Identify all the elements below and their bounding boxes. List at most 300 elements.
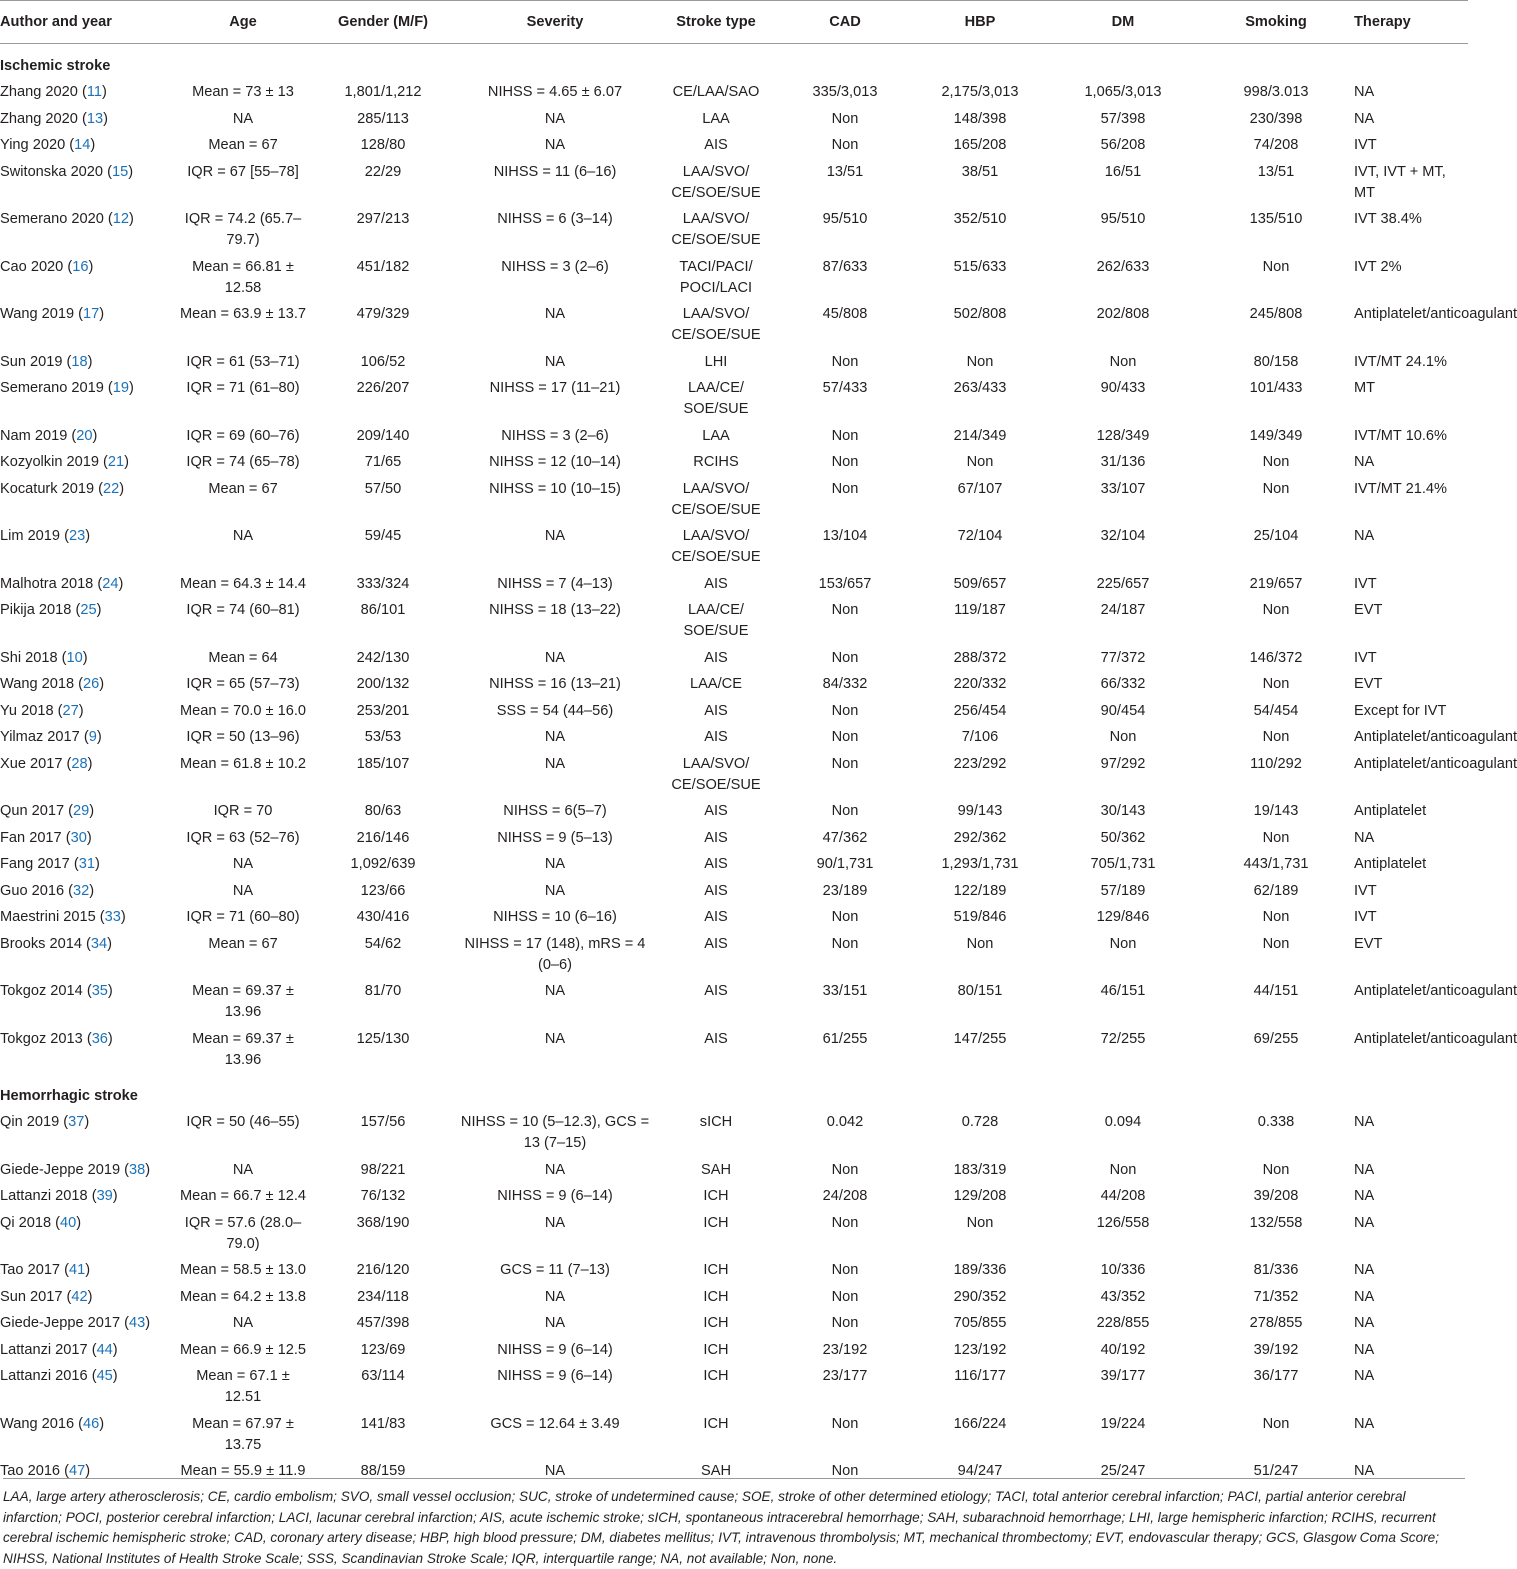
cell-severity: NIHSS = 6(5–7) — [503, 803, 607, 819]
table-row — [0, 572, 1468, 599]
cell-dm: 705/1,731 — [1090, 856, 1156, 872]
cell-smoking: 54/454 — [1253, 702, 1299, 719]
reference-link[interactable]: 42 — [71, 1288, 88, 1305]
reference-link[interactable]: 24 — [102, 575, 119, 592]
cell-dm: 129/846 — [1096, 909, 1150, 925]
ref-open-paren: ( — [63, 258, 73, 275]
cell-cad: 90/1,731 — [816, 856, 874, 872]
table-row — [0, 450, 1468, 477]
cell-stroke-type: LAA/CE/ SOE/SUE — [683, 602, 749, 639]
cell-smoking: 998/3.013 — [1243, 84, 1309, 100]
cell-severity: NIHSS = 12 (10–14) — [489, 454, 621, 470]
cell-smoking: Non — [1262, 676, 1290, 692]
cell-therapy: Antiplatelet/anticoagulant — [1354, 755, 1517, 772]
cell-dm: 30/143 — [1100, 803, 1146, 819]
reference-link[interactable]: 43 — [129, 1315, 146, 1331]
author-year: Qi 2018 — [0, 1214, 52, 1231]
cell-gender: 430/416 — [356, 909, 410, 925]
cell-author — [0, 376, 176, 424]
cell-stroke-type: LAA/SVO/ CE/SOE/SUE — [671, 755, 761, 793]
cell-stroke-type: ICH — [703, 1188, 729, 1204]
reference-link[interactable]: 39 — [96, 1188, 113, 1204]
cell-smoking: 39/192 — [1253, 1341, 1299, 1358]
cell-dm: 10/336 — [1100, 1262, 1146, 1278]
cell-therapy: Antiplatelet — [1354, 803, 1427, 819]
cell-smoking: 39/208 — [1253, 1188, 1299, 1204]
cell-dm: 16/51 — [1104, 163, 1142, 180]
ref-open-paren: ( — [71, 602, 81, 618]
cell-cad: Non — [831, 137, 859, 153]
cell-severity: NA — [544, 1315, 566, 1331]
reference-link[interactable]: 31 — [78, 856, 95, 872]
ref-open-paren: ( — [103, 211, 113, 227]
cell-author — [0, 1211, 176, 1259]
cell-therapy: NA — [1354, 1463, 1375, 1479]
cell-author — [0, 905, 176, 932]
author-year: Wang 2019 — [0, 306, 75, 322]
cell-cad: Non — [831, 427, 859, 444]
cell-smoking: 149/349 — [1249, 427, 1303, 444]
ref-close-paren: ) — [103, 110, 108, 127]
cell-cad: Non — [831, 803, 859, 819]
ref-open-paren: ( — [120, 1315, 130, 1331]
cell-gender: 479/329 — [356, 306, 410, 322]
author-year: Pikija 2018 — [0, 602, 72, 618]
author-year: Maestrini 2015 — [0, 909, 96, 925]
cell-stroke-type: CE/LAA/SAO — [672, 84, 760, 100]
cell-dm: 44/208 — [1100, 1188, 1146, 1204]
reference-link[interactable]: 23 — [68, 528, 86, 544]
cell-cad: Non — [831, 935, 859, 952]
reference-link[interactable]: 40 — [60, 1214, 77, 1231]
cell-dm: 126/558 — [1096, 1214, 1150, 1231]
table-row — [0, 799, 1468, 826]
table-row — [0, 524, 1468, 572]
ref-open-paren: ( — [60, 528, 69, 544]
cell-therapy: NA — [1354, 1161, 1375, 1178]
ref-close-paren: ) — [94, 856, 100, 872]
ref-close-paren: ) — [101, 84, 107, 100]
ref-close-paren: ) — [92, 427, 98, 444]
author-year: Shi 2018 — [0, 649, 58, 666]
cell-gender: 157/56 — [360, 1114, 406, 1130]
reference-link[interactable]: 21 — [107, 454, 125, 470]
cell-severity: NA — [544, 649, 566, 666]
cell-gender: 226/207 — [356, 380, 410, 396]
cell-dm: 50/362 — [1100, 829, 1146, 846]
table-row — [0, 133, 1468, 160]
author-year: Xue 2017 — [0, 755, 63, 772]
cell-severity: NIHSS = 17 (148), mRS = 4 (0–6) — [464, 935, 646, 973]
author-year: Sun 2017 — [0, 1288, 63, 1305]
cell-hbp: 80/151 — [957, 983, 1003, 999]
reference-link[interactable]: 38 — [129, 1161, 146, 1178]
cell-smoking: 146/372 — [1249, 649, 1303, 666]
cell-hbp: 0.728 — [961, 1114, 999, 1130]
ref-open-paren: ( — [62, 353, 72, 370]
cell-age: Mean = 58.5 ± 13.0 — [179, 1262, 307, 1278]
reference-link[interactable]: 22 — [103, 480, 120, 497]
reference-link[interactable]: 27 — [62, 702, 79, 719]
cell-cad: 87/633 — [822, 258, 868, 275]
cell-cad: 57/433 — [822, 380, 868, 396]
cell-therapy: Antiplatelet/anticoagulant — [1354, 1030, 1517, 1047]
cell-cad: 24/208 — [822, 1188, 868, 1204]
cell-dm: 90/433 — [1100, 380, 1146, 396]
reference-link[interactable]: 26 — [83, 676, 100, 692]
cell-hbp: 1,293/1,731 — [941, 856, 1019, 872]
cell-age: Mean = 66.7 ± 12.4 — [179, 1188, 307, 1204]
cell-smoking: 101/433 — [1249, 380, 1303, 396]
cell-smoking: Non — [1262, 909, 1290, 925]
cell-age: Mean = 69.37 ± 13.96 — [192, 1030, 294, 1068]
reference-link[interactable]: 47 — [68, 1463, 86, 1479]
author-year: Semerano 2020 — [0, 211, 104, 227]
cell-severity: NIHSS = 9 (5–13) — [497, 829, 613, 846]
reference-link[interactable]: 29 — [73, 803, 90, 819]
reference-link[interactable]: 12 — [112, 211, 130, 227]
reference-link[interactable]: 34 — [90, 935, 108, 952]
ref-close-paren: ) — [145, 1161, 151, 1178]
ref-open-paren: ( — [87, 1368, 97, 1384]
cell-smoking: Non — [1262, 729, 1290, 745]
cell-gender: 333/324 — [356, 575, 410, 592]
cell-therapy: EVT — [1354, 676, 1383, 692]
ref-open-paren: ( — [93, 575, 103, 592]
cell-smoking: Non — [1262, 454, 1290, 470]
cell-severity: NIHSS = 11 (6–16) — [493, 163, 617, 180]
reference-link[interactable]: 41 — [68, 1262, 86, 1278]
header-author: Author and year — [0, 1, 176, 44]
cell-author — [0, 524, 176, 572]
cell-dm: 228/855 — [1096, 1315, 1150, 1331]
cell-therapy: NA — [1354, 1114, 1375, 1130]
cell-therapy: IVT — [1354, 882, 1377, 899]
ref-open-paren: ( — [57, 649, 67, 666]
cell-smoking: 71/352 — [1253, 1288, 1299, 1305]
header-stroke-type: Stroke type — [654, 1, 778, 44]
author-year: Nam 2019 — [0, 427, 68, 444]
cell-age: Mean = 70.0 ± 16.0 — [179, 702, 307, 719]
author-year: Giede-Jeppe 2019 — [0, 1161, 121, 1178]
ref-close-paren: ) — [129, 211, 134, 227]
cell-smoking: 25/104 — [1253, 528, 1299, 544]
cell-gender: 1,092/639 — [350, 856, 416, 872]
cell-dm: Non — [1109, 729, 1137, 745]
table-row — [0, 725, 1468, 752]
cell-gender: 128/80 — [360, 137, 406, 153]
ref-open-paren: ( — [95, 909, 105, 925]
cell-gender: 457/398 — [356, 1315, 410, 1331]
cell-therapy: IVT — [1354, 575, 1377, 592]
cell-hbp: 509/657 — [953, 575, 1007, 592]
cell-therapy: IVT/MT 10.6% — [1354, 427, 1447, 444]
cell-therapy: EVT — [1354, 602, 1383, 618]
cell-severity: NA — [544, 983, 566, 999]
table-row — [0, 598, 1468, 646]
cell-hbp: 166/224 — [953, 1415, 1007, 1432]
cell-severity: NIHSS = 10 (10–15) — [489, 480, 621, 497]
cell-smoking: Non — [1262, 1161, 1290, 1178]
cell-dm: 77/372 — [1100, 649, 1146, 666]
table-footnote: LAA, large artery atherosclerosis; CE, cardio embolism; SVO, small vessel occlusion; SUC, stroke of undetermined cause; SOE, stroke of other determined etiology; TACI, total anterior cerebral infarction; PACI, partial anterior cerebral infarction; POCI, posterior cerebral infarction; LACI, lacunar cerebral infarction; AIS, acute ischemic stroke; sICH, spontaneous intracerebral hemorrhage; SAH, subarachnoid hemorrhage; LHI, large hemispheric infarction; RCIHS, recurrent cerebral ischemic hemispheric stroke; CAD, coronary artery disease; HBP, high blood pressure; DM, diabetes mellitus; IVT, intravenous thrombolysis; MT, mechanical thrombectomy; EVT, endovascular therapy; GCS, Glasgow Coma Score; NIHSS, National Institutes of Health Stroke Scale; SSS, Scandinavian Stroke Scale; IQR, interquartile range; NA, not available; Non, none. — [3, 1478, 1465, 1569]
table-row — [0, 879, 1468, 906]
cell-severity: GCS = 11 (7–13) — [500, 1262, 610, 1278]
reference-link[interactable]: 11 — [86, 84, 102, 100]
cell-dm: 72/255 — [1100, 1030, 1146, 1047]
cell-age: IQR = 74 (65–78) — [186, 454, 300, 470]
cell-dm: 0.094 — [1104, 1114, 1142, 1130]
ref-open-paren: ( — [103, 380, 113, 396]
ref-close-paren: ) — [120, 909, 126, 925]
reference-link[interactable]: 25 — [80, 602, 97, 618]
cell-smoking: 245/808 — [1249, 306, 1303, 322]
author-year: Yu 2018 — [0, 702, 54, 719]
cell-hbp: Non — [966, 454, 994, 470]
cell-severity: NA — [544, 353, 566, 370]
ref-close-paren: ) — [87, 1288, 93, 1305]
ref-close-paren: ) — [88, 258, 94, 275]
author-year: Malhotra 2018 — [0, 575, 94, 592]
cell-smoking: Non — [1262, 602, 1290, 618]
author-year: Ying 2020 — [0, 137, 66, 153]
cell-age: Mean = 64 — [208, 649, 278, 666]
reference-link[interactable]: 28 — [71, 755, 88, 772]
cell-cad: Non — [831, 1161, 859, 1178]
cell-cad: 23/192 — [822, 1341, 868, 1358]
reference-link[interactable]: 16 — [72, 258, 89, 275]
reference-link[interactable]: 9 — [88, 729, 97, 745]
cell-cad: Non — [831, 702, 859, 719]
cell-hbp: 38/51 — [961, 163, 999, 180]
cell-author — [0, 699, 176, 726]
header-therapy: Therapy — [1354, 1, 1468, 44]
author-year: Qun 2017 — [0, 803, 65, 819]
cell-stroke-type: AIS — [704, 829, 728, 846]
cell-dm: 90/454 — [1100, 702, 1146, 719]
author-year: Tao 2016 — [0, 1463, 61, 1479]
cell-age: NA — [232, 1315, 254, 1331]
table-row — [0, 1110, 1468, 1158]
table-row — [0, 752, 1468, 800]
author-year: Lattanzi 2018 — [0, 1188, 88, 1204]
cell-cad: Non — [831, 480, 859, 497]
cell-therapy: EVT — [1354, 935, 1383, 952]
cell-severity: NIHSS = 4.65 ± 6.07 — [487, 84, 623, 100]
cell-gender: 125/130 — [356, 1030, 410, 1047]
cell-dm: 24/187 — [1100, 602, 1146, 618]
cell-age: IQR = 67 [55–78] — [187, 163, 299, 180]
ref-open-paren: ( — [67, 427, 77, 444]
cell-hbp: Non — [966, 353, 994, 370]
cell-smoking: 62/189 — [1253, 882, 1299, 899]
cell-hbp: 220/332 — [953, 676, 1007, 692]
cell-dm: 57/189 — [1100, 882, 1146, 899]
cell-cad: 153/657 — [818, 575, 872, 592]
ref-open-paren: ( — [77, 110, 87, 127]
reference-link[interactable]: 45 — [96, 1368, 113, 1384]
table-row — [0, 1027, 1468, 1075]
cell-gender: 1,801/1,212 — [344, 84, 422, 100]
cell-stroke-type: LAA — [702, 110, 730, 127]
cell-gender: 80/63 — [364, 803, 402, 819]
cell-stroke-type: SAH — [700, 1463, 731, 1479]
reference-link[interactable]: 36 — [91, 1030, 108, 1047]
table-row — [0, 852, 1468, 879]
reference-link[interactable]: 18 — [71, 353, 88, 370]
cell-therapy: NA — [1354, 1214, 1375, 1231]
cell-age: IQR = 69 (60–76) — [186, 427, 300, 444]
cell-cad: Non — [831, 1214, 859, 1231]
cell-cad: 45/808 — [822, 306, 868, 322]
cell-therapy: NA — [1354, 1262, 1375, 1278]
ref-close-paren: ) — [78, 702, 84, 719]
header-smoking: Smoking — [1198, 1, 1354, 44]
cell-hbp: 116/177 — [954, 1368, 1006, 1384]
cell-stroke-type: ICH — [703, 1415, 729, 1432]
cell-cad: 61/255 — [822, 1030, 868, 1047]
section-title: Ischemic stroke — [0, 58, 111, 74]
cell-severity: GCS = 12.64 ± 3.49 — [490, 1415, 620, 1432]
reference-link[interactable]: 46 — [83, 1415, 100, 1432]
cell-therapy: NA — [1354, 1315, 1375, 1331]
cell-smoking: 278/855 — [1249, 1315, 1303, 1331]
author-year: Fang 2017 — [0, 856, 70, 872]
cell-hbp: 129/208 — [953, 1188, 1007, 1204]
cell-dm: 202/808 — [1096, 306, 1150, 322]
cell-hbp: Non — [966, 1214, 994, 1231]
reference-link[interactable]: 44 — [96, 1341, 113, 1358]
reference-link[interactable]: 17 — [83, 306, 100, 322]
reference-link[interactable]: 14 — [74, 137, 91, 153]
ref-close-paren: ) — [96, 602, 102, 618]
ref-close-paren: ) — [82, 649, 88, 666]
cell-author — [0, 1258, 176, 1285]
reference-link[interactable]: 32 — [73, 882, 90, 899]
table-row — [0, 826, 1468, 853]
cell-hbp: 94/247 — [957, 1463, 1003, 1479]
cell-stroke-type: AIS — [704, 702, 728, 719]
cell-gender: 123/69 — [360, 1341, 406, 1358]
cell-therapy: IVT 38.4% — [1354, 211, 1422, 227]
cell-age: NA — [232, 110, 254, 127]
cell-smoking: Non — [1262, 935, 1290, 952]
header-severity: Severity — [456, 1, 654, 44]
cell-therapy: NA — [1354, 1368, 1375, 1384]
cell-therapy: NA — [1354, 1415, 1375, 1432]
cell-hbp: 123/192 — [953, 1341, 1007, 1358]
cell-cad: 0.042 — [826, 1114, 864, 1130]
author-year: Tokgoz 2013 — [0, 1030, 83, 1047]
reference-link[interactable]: 37 — [68, 1114, 85, 1130]
cell-age: IQR = 74 (60–81) — [186, 602, 300, 618]
cell-hbp: 7/106 — [961, 729, 999, 745]
cell-severity: NA — [544, 755, 566, 772]
author-year: Tao 2017 — [0, 1262, 61, 1278]
cell-dm: Non — [1109, 935, 1137, 952]
table-row — [0, 1258, 1468, 1285]
section-title: Hemorrhagic stroke — [0, 1088, 138, 1104]
ref-close-paren: ) — [85, 1463, 91, 1479]
cell-author — [0, 725, 176, 752]
cell-smoking: 80/158 — [1253, 353, 1299, 370]
cell-age: IQR = 74.2 (65.7–79.7) — [184, 211, 302, 248]
cell-gender: 88/159 — [360, 1463, 406, 1479]
table-row — [0, 1158, 1468, 1185]
cell-cad: 13/51 — [826, 163, 864, 180]
reference-link[interactable]: 15 — [111, 163, 129, 180]
ref-close-paren: ) — [128, 163, 134, 180]
ref-close-paren: ) — [107, 1030, 113, 1047]
section-header-row — [0, 1074, 1468, 1110]
ref-close-paren: ) — [86, 829, 92, 846]
cell-stroke-type: AIS — [704, 575, 728, 592]
cell-hbp: 292/362 — [953, 829, 1007, 846]
reference-link[interactable]: 19 — [112, 380, 130, 396]
cell-dm: 25/247 — [1100, 1463, 1146, 1479]
reference-link[interactable]: 10 — [66, 649, 83, 666]
cell-severity: NIHSS = 7 (4–13) — [497, 575, 613, 592]
cell-therapy: IVT/MT 24.1% — [1354, 353, 1447, 370]
ref-open-paren: ( — [74, 306, 84, 322]
cell-therapy: Except for IVT — [1354, 702, 1447, 719]
cell-stroke-type: AIS — [704, 882, 728, 899]
ref-close-paren: ) — [124, 454, 130, 470]
cell-therapy: IVT 2% — [1354, 258, 1402, 275]
reference-link[interactable]: 33 — [104, 909, 121, 925]
cell-severity: SSS = 54 (44–56) — [496, 702, 614, 719]
cell-cad: Non — [831, 454, 859, 470]
cell-severity: NIHSS = 6 (3–14) — [497, 211, 613, 227]
cell-author — [0, 1338, 176, 1365]
cell-dm: 32/104 — [1100, 528, 1146, 544]
cell-author — [0, 255, 176, 303]
cell-age: Mean = 67 — [208, 137, 278, 153]
ref-close-paren: ) — [107, 983, 113, 999]
cell-dm: 225/657 — [1096, 575, 1150, 592]
author-year: Switonska 2020 — [0, 163, 104, 180]
cell-hbp: 72/104 — [957, 528, 1003, 544]
cell-stroke-type: LAA/CE — [690, 676, 742, 692]
cell-hbp: 263/433 — [953, 380, 1007, 396]
cell-cad: Non — [831, 1463, 859, 1479]
cell-age: Mean = 55.9 ± 11.9 — [180, 1463, 306, 1479]
table-row — [0, 255, 1468, 303]
cell-age: NA — [232, 528, 254, 544]
cell-gender: 86/101 — [360, 602, 406, 618]
cell-author — [0, 1285, 176, 1312]
header-age: Age — [176, 1, 310, 44]
cell-stroke-type: AIS — [704, 649, 728, 666]
cell-smoking: Non — [1262, 1415, 1290, 1432]
table-row — [0, 424, 1468, 451]
cell-stroke-type: AIS — [704, 983, 728, 999]
table-row — [0, 207, 1468, 255]
reference-link[interactable]: 13 — [86, 110, 104, 127]
reference-link[interactable]: 20 — [76, 427, 93, 444]
cell-author — [0, 646, 176, 673]
cell-stroke-type: LHI — [704, 353, 728, 370]
ref-open-paren: ( — [103, 163, 112, 180]
cell-severity: NA — [544, 1214, 566, 1231]
table-row — [0, 80, 1468, 107]
reference-link[interactable]: 35 — [91, 983, 108, 999]
cell-author — [0, 1412, 176, 1460]
cell-stroke-type: AIS — [704, 935, 728, 952]
cell-therapy: Antiplatelet/anticoagulant — [1354, 729, 1517, 745]
reference-link[interactable]: 30 — [70, 829, 87, 846]
cell-therapy: NA — [1354, 1288, 1375, 1305]
